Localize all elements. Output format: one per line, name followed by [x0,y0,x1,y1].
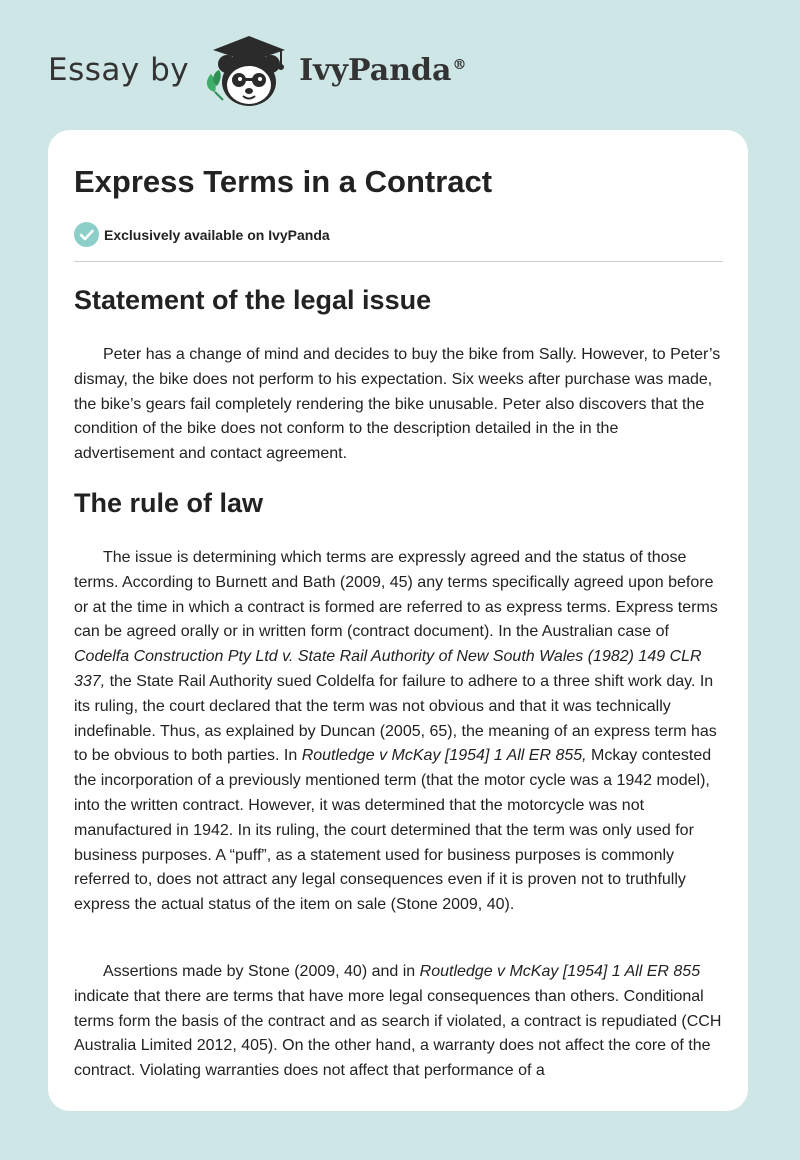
panda-graduate-icon[interactable] [203,30,295,110]
section-heading-legal-issue: Statement of the legal issue [74,285,432,315]
section-heading-rule-of-law: The rule of law [74,488,264,518]
exclusive-badge-label: Exclusively available on IvyPanda [104,226,330,243]
exclusive-badge [74,222,330,247]
paragraph-legal-issue: Peter has a change of mind and decides to buy the bike from Sally. However, to Peter’s dismay, the bike does not perform to his expectation. Six weeks after purchase was made, the bike’s gears fail completely rendering the bike unusable. Peter also discovers that the condition of the bike does not conform to the description detailed in the in the advertisement and contact agreement. [74,346,721,463]
registered-mark: ® [452,56,467,73]
essay-by-label: Essay by [48,52,190,88]
page-title: Express Terms in a Contract [74,164,493,199]
case-citation-routledge-2: Routledge v McKay [1954] 1 All ER 855 [419,963,701,980]
title-divider [74,261,723,262]
paragraph-rule-of-law-2: Assertions made by Stone (2009, 40) and in Routledge v McKay [1954] 1 All ER 855 indicate that there are terms that have more legal consequences than others. Conditional terms form the basis of the contract and as search if violated, a contract is repudiated (CCH Australia Limited 2012, 405). On the other hand, a warranty does not affect the core of the contract. Violating warranties does not affect that performance of a [74,963,722,1080]
site-header [48,30,466,110]
article-card [48,130,748,1111]
check-circle-icon [74,222,99,247]
case-citation-codelfa: Codelfa Construction Pty Ltd v. State Rail Authority of New South Wales (1982) 149 CLR 337, [74,648,702,690]
brand-name[interactable]: IvyPanda® [299,52,467,88]
paragraph-rule-of-law-1: The issue is determining which terms are expressly agreed and the status of those terms. According to Burnett and Bath (2009, 45) any terms specifically agreed upon before or at the time in which a contract is formed are referred to as express terms. Express terms can be agreed orally or in written form (contract document). In the Australian case of Codelfa Construction Pty Ltd v. State Rail Authority of New South Wales (1982) 149 CLR 337, the State Rail Authority sued Coldelfa for failure to adhere to a three shift work day. In its ruling, the court declared that the term was not obvious and that it was technically indefinable. Thus, as explained by Duncan (2005, 65), the meaning of an express term has to be obvious to both parties. In Routledge v McKay [1954] 1 All ER 855, Mckay contested the incorporation of a previously mentioned term (that the motor cycle was a 1942 model), into the written contract. However, it was determined that the motorcycle was not manufactured in 1942. In its ruling, the court determined that the term was only used for business purposes. A “puff”, as a statement used for business purposes is commonly referred to, does not attract any legal consequences even if it is proven not to truthfully express the actual status of the item on sale (Stone 2009, 40). [74,549,718,914]
case-citation-routledge: Routledge v McKay [1954] 1 All ER 855, [301,747,587,765]
